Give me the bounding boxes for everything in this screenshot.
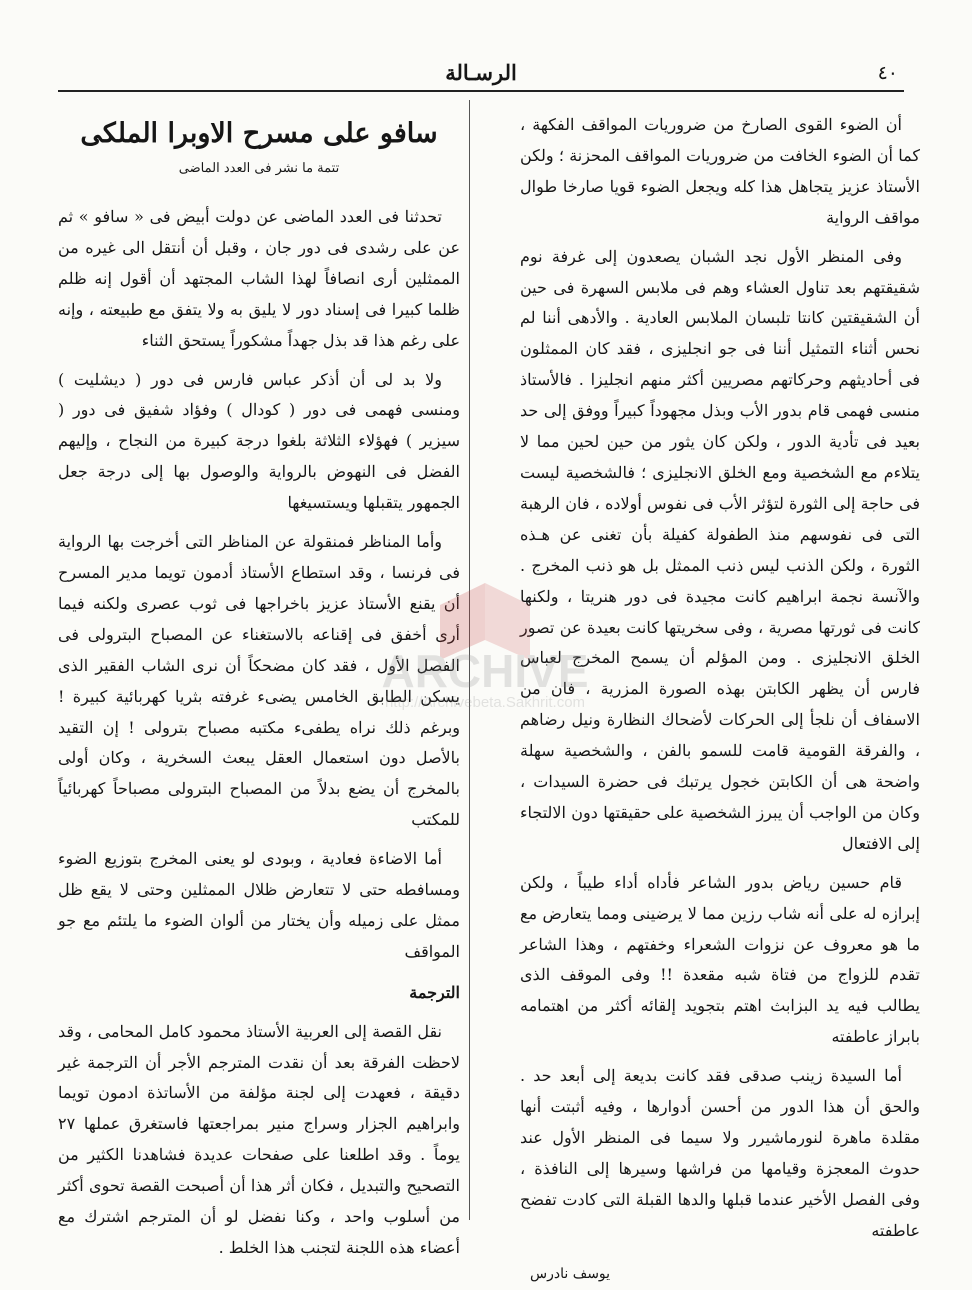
magazine-title: الرسـالة — [445, 60, 517, 85]
right-column — [520, 110, 920, 1290]
section-heading: الترجمة — [409, 982, 460, 1002]
article-title: سافو على مسرح الاوبرا الملكى — [80, 118, 438, 149]
body-paragraph: وأما المناظر فمنقولة عن المناظر التى أخرجت بها الرواية فى فرنسا ، وقد استطاع الأستاذ أدمون تويما مدير المسرح أن يقنع الأستاذ عزيز باخراجها فى ثوب عصرى ولكنه فيما أرى أخفق فى إقناعه بالاستغناء عن المصباح البترولى فى الفصل الأول ، فقد كان مضحكاً أن نرى الشاب الفقير الذى يسكن الطابق الخامس يضىء غرفته بثريا كهربائية كبيرة ! وبرغم ذلك نراه يطفىء مكتبه مصباح بترولى ! إن التقيد بالأصل دون استعمال العقل يبعث السخرية ، وكان أولى بالمخرج أن يضع بدلاً من المصباح البترولى مصباحاً كهربائياً للمكتب — [58, 532, 460, 830]
article-subtitle: تتمة ما نشر فى العدد الماضى — [178, 161, 340, 176]
body-paragraph: وفى المنظر الأول نجد الشبان يصعدون إلى غرفة نوم شقيقتهم بعد تناول العشاء وهم فى ملابس السهرة فى حين أن الشقيقتين كانتا تلبسان الملابس العادية . والأدهى أننا لم نحس أثناء التمثيل أننا فى جو انجليزى ، فقد كان الممثلون فى أحاديثهم وحركاتهم مصريين أكثر منهم انجليزا . فالأستاذ منسى فهمى قام بدور الأب وبذل مجهوداً كبيراً ووفق إلى حد بعيد فى تأدية الدور ، ولكن كان يثور من حين لحين مما لا يتلاءم مع الشخصية ومع الخلق الانجليزى ؛ فالشخصية ليست فى حاجة إلى الثورة لتؤثر الأب فى نفوس أولاده ، فان الرهبة التى فى نفوسهم منذ الطفولة كفيلة بأن تغنى عن هـذه الثورة ، ولكن الذنب ليس ذنب الممثل بل هو ذنب المخرج . والآنسة نجمة ابراهيم كانت مجيدة فى دور هنريتا ، ولكنها كانت فى ثورتها مصرية ، وفى سخريتها كانت بعيدة عن تصور الخلق الانجليزى . ومن المؤلم أن يسمح المخرج لعباس فارس أن يظهر الكابتن بهذه الصورة المزرية ، فان من الاسفاف أن نلجأ إلى الحركات لأضحاك النظارة ونيل رضاهم ، والفرقة القومية قامت للسمو بالفن ، والشخصية سهلة واضحة هى أن الكابتن خجول يرتبك فى حضرة السيدات ، وكان من الواجب أن يبرز الشخصية على حقيقتها دون الالتجاء إلى الافتعال — [520, 246, 920, 853]
body-paragraph: أن الضوء القوى الصارخ من ضروريات المواقف الفكهة ، كما أن الضوء الخافت من ضروريات المواقف المحزنة ؛ ولكن الأستاذ عزيز يتجاهل هذا كله ويجعل الضوء قويا صارخا طوال مواقف الرواية — [520, 115, 920, 227]
body-paragraph: ولا بد لى أن أذكر عباس فارس فى دور ( ديشليت ) ومنسى فهمى فى دور ( كودال ) وفؤاد شفيق فى دور ( سيزير ) فهؤلاء الثلاثة بلغوا درجة كبيرة من النجاح ، وإليهم الفضل فى النهوض بالرواية والوصول بها إلى درجة جعل الجمهور يتقبلها ويستسيغها — [58, 369, 460, 513]
page-header — [58, 60, 904, 92]
watermark-logo-text: ARCHIVE — [381, 645, 589, 697]
column-divider — [469, 100, 470, 1220]
body-paragraph: نقل القصة إلى العربية الأستاذ محمود كامل المحامى ، وقد لاحظت الفرقة بعد أن نقدت المترجم الأجر أن الترجمة غير دقيقة ، فعهدت إلى لجنة مؤلفة من الأساتذة ادمون تويما وابراهيم الجزار وسراج منير بمراجعتها فاستغرق عملها ٢٧ يوماً . وقد اطلعنا على صفحات عديدة فشاهدنا الكثير من التصحيح والتبديل ، فكان أثر هذا أن أصبحت القصة تحوى أكثر من أسلوب واحد ، وكنا نفضل لو أن المترجم اشترك مع أعضاء هذه اللجنة لتجنب هذا الخلط . — [58, 1021, 461, 1257]
page-number: ٤٠ — [877, 62, 898, 84]
body-paragraph: قام حسين رياض بدور الشاعر فأداه أداء طيباً ، ولكن إبرازه له على أنه شاب رزين مما لا يرضينى ومما يتعارض مع ما هو معروف عن نزوات الشعراء وخفتهم ، وهذا الشاعر تقدم للزواج من فتاة شبه مقعدة !! وفى الموقف الذى يطالب فيه يد البزابث اهتم بتجويد إلقائه أكثر من اهتمامه بابراز عاطفته — [520, 872, 921, 1047]
body-paragraph: أما السيدة زينب صدقى فقد كانت بديعة إلى أبعد حد . والحق أن هذا الدور من أحسن أدوارها ، وفيه أثبتت أنها مقلدة ماهرة لنورماشيرر ولا سيما فى المنظر الأول عند حدوث المعجزة وقيامها من فراشها وسيرها إلى النافذة ، وفى الفصل الأخير عندما قبلها والدها القبلة التى كادت تفضح عاطفته — [520, 1066, 920, 1240]
author-signature: يوسف نادرس — [530, 1265, 611, 1282]
body-paragraph: تحدثنا فى العدد الماضى عن دولت أبيض فى « سافو » ثم عن على رشدى فى دور جان ، وقبل أن أنتقل الى غيره من الممثلين أرى انصافاً لهذا الشاب المجتهد أن أقول إنه ظلم ظلما كبيرا فى إسناد دور لا يليق به ولا يتفق مع طبيعته ، وإنه على رغم هذا قد بذل جهداً مشكوراً يستحق الثناء — [58, 207, 460, 350]
left-column — [58, 110, 460, 1264]
body-paragraph: أما الاضاءة فعادية ، وبودى لو يعنى المخرج بتوزيع الضوء ومسافطه حتى لا تتعارض ظلال الممثلين وحتى لا يقع ظل ممثل على زميله وأن يختار من ألوان الضوء ما يلتئم مع جو المواقف — [58, 849, 460, 961]
watermark-url: http://Archivebeta.Sakhrit.com — [384, 694, 586, 711]
